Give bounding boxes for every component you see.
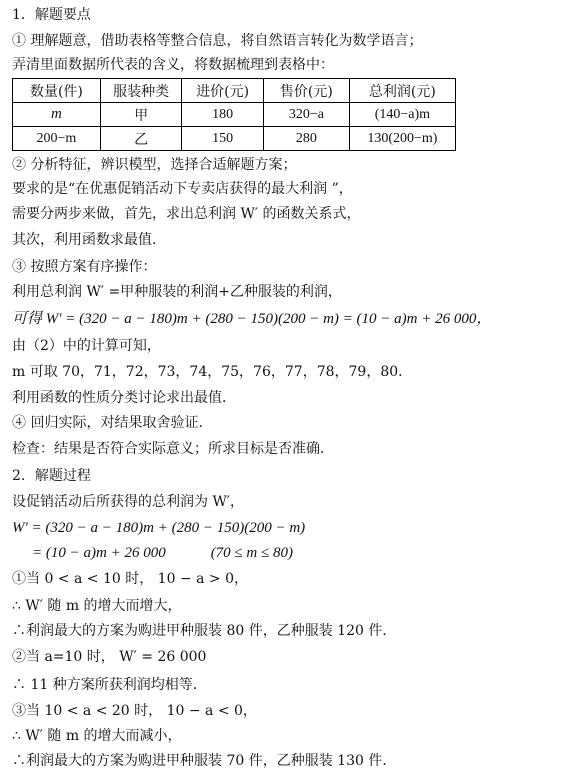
text-line: 其次，利用函数求最值． <box>12 232 166 248</box>
table-header: 进价(元) <box>182 79 264 103</box>
profit-formula-3: = (10 − a)m + 26 000 (70 ≤ m ≤ 80) <box>32 545 293 561</box>
table-cell: 130(200−m) <box>349 127 455 151</box>
table-header: 数量(件) <box>13 79 101 103</box>
table-cell: 甲 <box>100 103 181 127</box>
text-line: 由（2）中的计算可知， <box>12 338 161 354</box>
table-header: 服装种类 <box>100 79 181 103</box>
table-cell: 320−a <box>263 103 349 127</box>
text-line: ∴利润最大的方案为购进甲种服装 70 件，乙种服装 130 件． <box>12 753 397 769</box>
section-heading-1: 1．解题要点 <box>12 7 91 23</box>
profit-formula-2: W′ = (320 − a − 180)m + (280 − 150)(200 − m) <box>12 520 306 536</box>
profit-formula: 可得 W′ = (320 − a − 180)m + (280 − 150)(200 − m) = (10 − a)m + 26 000， <box>12 311 492 327</box>
text-line: 利用总利润 W′ =甲种服装的利润+乙种服装的利润， <box>12 284 342 300</box>
text-line: ∴ W′ 随 m 的增大而增大， <box>12 598 182 614</box>
data-table <box>12 78 456 151</box>
table-header: 售价(元) <box>263 79 349 103</box>
text-line: 需要分两步来做，首先，求出总利润 W′ 的函数关系式， <box>12 206 361 222</box>
case-3-text: ③当 10 < a < 20 时， 10 − a < 0， <box>12 703 257 719</box>
table-cell: 乙 <box>100 127 181 151</box>
text-line: 检查：结果是否符合实际意义；所求目标是否准确． <box>12 441 334 457</box>
text-line: 要求的是“在优惠促销活动下专卖店获得的最大利润 ”， <box>12 181 353 197</box>
table-header-row <box>13 79 456 103</box>
step-2-text: ② 分析特征，辨识模型，选择合适解题方案； <box>12 157 297 173</box>
step-1-text: ① 理解题意，借助表格等整合信息，将自然语言转化为数学语言； <box>12 33 423 49</box>
table-header: 总利润(元) <box>349 79 455 103</box>
case-1-text: ①当 0 < a < 10 时， 10 − a > 0， <box>12 571 249 587</box>
section-heading-2: 2．解题过程 <box>12 468 91 484</box>
table-cell: (140−a)m <box>349 103 455 127</box>
table-row <box>13 103 456 127</box>
text-line: ∴ 11 种方案所获利润均相等． <box>12 677 207 693</box>
text-line: 利用函数的性质分类讨论求出最值． <box>12 390 236 406</box>
text-line: ∴ W′ 随 m 的增大而减小， <box>12 728 182 744</box>
m-values-line: m 可取 70，71，72，73，74，75，76，77，78，79，80． <box>12 364 413 380</box>
table-row <box>13 127 456 151</box>
case-2-text: ②当 a=10 时， W′ = 26 000 <box>12 649 207 665</box>
table-cell: m <box>13 103 101 127</box>
step-1-text-cont: 弄清里面数据所代表的含义，将数据梳理到表格中： <box>12 57 334 73</box>
step-4-text: ④ 回归实际，对结果取舍验证． <box>12 415 213 431</box>
table-cell: 280 <box>263 127 349 151</box>
table-cell: 200−m <box>13 127 101 151</box>
table-cell: 180 <box>182 103 264 127</box>
text-line: ∴利润最大的方案为购进甲种服装 80 件，乙种服装 120 件． <box>12 623 397 639</box>
text-line: 设促销活动后所获得的总利润为 W′， <box>12 494 245 510</box>
table-cell: 150 <box>182 127 264 151</box>
step-3-text: ③ 按照方案有序操作： <box>12 259 157 275</box>
